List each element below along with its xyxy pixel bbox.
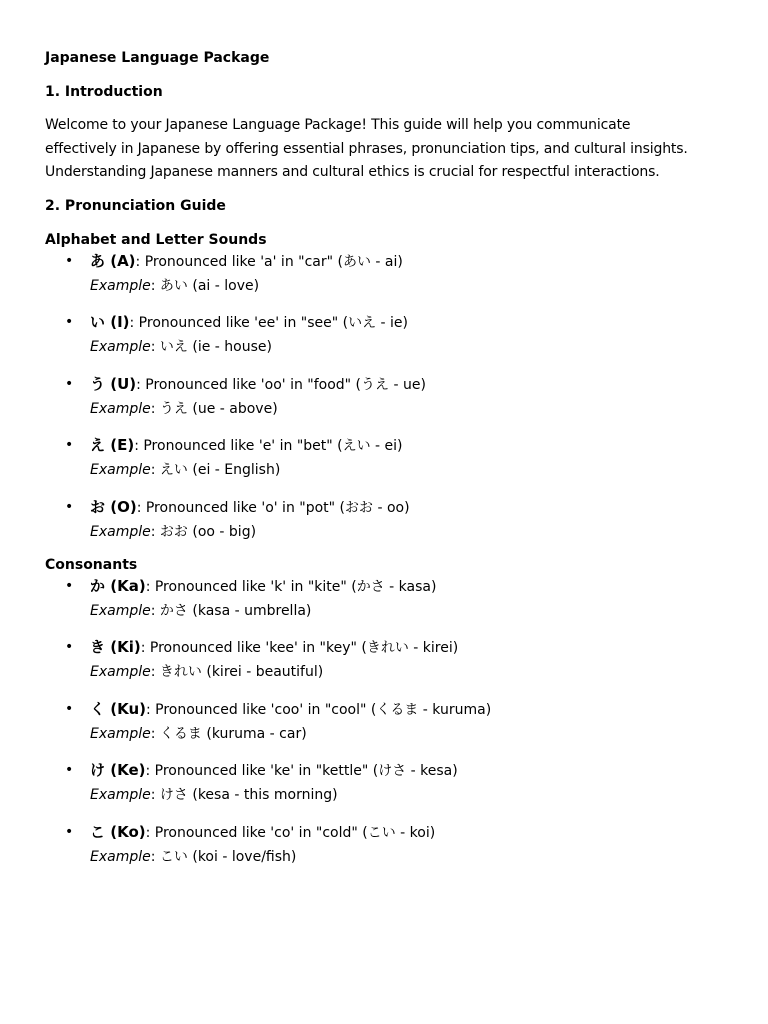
- bullet-icon: •: [65, 700, 74, 717]
- item-description-line: [90, 635, 728, 660]
- item-description-line: [90, 495, 728, 520]
- kana-label: い (I): [90, 313, 130, 331]
- list-item: [45, 372, 728, 421]
- example-text: : けさ (kesa - this morning): [150, 787, 338, 803]
- example-text: : おお (oo - big): [150, 523, 257, 540]
- pronunciation-text: : Pronounced like 'ke' in "kettle" (けさ - kesa): [145, 763, 458, 779]
- list-item: [45, 574, 728, 623]
- bullet-icon: •: [65, 437, 74, 453]
- example-label: Example: [90, 523, 151, 540]
- pronunciation-text: : Pronounced like 'coo' in "cool" (くるま - kuruma): [145, 701, 492, 718]
- item-description-line: [90, 310, 728, 335]
- item-example-line: [90, 599, 728, 623]
- example-label: Example: [90, 787, 151, 803]
- list-item: [45, 495, 728, 544]
- item-description-line: [90, 574, 728, 599]
- kana-label: く (Ku): [90, 699, 146, 718]
- example-text: : かさ (kasa - umbrella): [150, 602, 312, 619]
- consonants-list: [45, 574, 728, 869]
- item-description-line: [90, 433, 728, 458]
- item-example-line: [90, 783, 728, 807]
- example-text: : あい (ai - love): [150, 277, 260, 294]
- example-text: : こい (koi - love/fish): [150, 848, 297, 865]
- kana-label: う (U): [90, 374, 137, 393]
- item-description-line: [90, 372, 728, 397]
- bullet-icon: •: [65, 252, 74, 269]
- pronunciation-text: : Pronounced like 'kee' in "key" (きれい - kirei): [140, 640, 459, 656]
- item-example-line: [90, 660, 728, 684]
- example-label: Example: [90, 725, 151, 742]
- item-example-line: [90, 845, 728, 869]
- kana-label: き (Ki): [90, 638, 141, 656]
- kana-label: け (Ke): [90, 761, 146, 779]
- pronunciation-text: : Pronounced like 'a' in "car" (あい - ai): [135, 253, 403, 270]
- kana-label: こ (Ko): [90, 822, 146, 841]
- kana-label: か (Ka): [90, 576, 146, 595]
- bullet-icon: •: [65, 762, 74, 778]
- kana-label: お (O): [90, 497, 137, 516]
- example-label: Example: [90, 664, 151, 680]
- bullet-icon: •: [65, 375, 74, 392]
- item-description-line: [90, 249, 728, 274]
- introduction-paragraph: [45, 114, 728, 185]
- example-text: : くるま (kuruma - car): [150, 725, 307, 742]
- item-example-line: [90, 274, 728, 298]
- item-description-line: [90, 697, 728, 722]
- list-item: [45, 635, 728, 684]
- item-description-line: [90, 820, 728, 845]
- bullet-icon: •: [65, 577, 74, 594]
- example-text: : きれい (kirei - beautiful): [150, 664, 324, 680]
- kana-label: あ (A): [90, 251, 136, 270]
- pronunciation-text: : Pronounced like 'oo' in "food" (うえ - ue): [136, 376, 426, 393]
- list-item: [45, 249, 728, 298]
- example-label: Example: [90, 339, 151, 355]
- introduction-line: Understanding Japanese manners and cultural ethics is crucial for respectful interactions.: [45, 164, 660, 180]
- introduction-line: effectively in Japanese by offering essential phrases, pronunciation tips, and cultural insights.: [45, 140, 688, 157]
- bullet-icon: •: [65, 314, 74, 330]
- example-label: Example: [90, 400, 151, 417]
- alphabet-list: [45, 249, 728, 544]
- list-item: [45, 820, 728, 869]
- consonants-heading: Consonants: [45, 556, 138, 573]
- example-label: Example: [90, 277, 151, 294]
- item-example-line: [90, 335, 728, 359]
- list-item: [45, 758, 728, 807]
- list-item: [45, 433, 728, 482]
- pronunciation-heading: 2. Pronunciation Guide: [45, 197, 226, 214]
- document-title: Japanese Language Package: [45, 50, 270, 66]
- item-example-line: [90, 458, 728, 482]
- item-example-line: [90, 722, 728, 746]
- item-example-line: [90, 397, 728, 421]
- pronunciation-text: : Pronounced like 'o' in "pot" (おお - oo): [136, 499, 410, 516]
- example-text: : いえ (ie - house): [150, 339, 272, 355]
- alphabet-heading: Alphabet and Letter Sounds: [45, 231, 267, 248]
- pronunciation-text: : Pronounced like 'k' in "kite" (かさ - kasa): [145, 578, 437, 595]
- list-item: [45, 310, 728, 359]
- pronunciation-text: : Pronounced like 'e' in "bet" (えい - ei): [134, 438, 403, 454]
- introduction-line: Welcome to your Japanese Language Package! This guide will help you communicate: [45, 117, 631, 133]
- pronunciation-text: : Pronounced like 'ee' in "see" (いえ - ie): [129, 315, 408, 331]
- example-label: Example: [90, 848, 151, 865]
- example-text: : えい (ei - English): [150, 462, 281, 478]
- item-example-line: [90, 520, 728, 544]
- pronunciation-text: : Pronounced like 'co' in "cold" (こい - koi): [145, 824, 436, 841]
- list-item: [45, 697, 728, 746]
- example-text: : うえ (ue - above): [150, 400, 278, 417]
- bullet-icon: •: [65, 498, 74, 515]
- bullet-icon: •: [65, 823, 74, 840]
- example-label: Example: [90, 462, 151, 478]
- example-label: Example: [90, 602, 151, 619]
- item-description-line: [90, 758, 728, 783]
- bullet-icon: •: [65, 639, 74, 655]
- introduction-heading: 1. Introduction: [45, 84, 163, 100]
- kana-label: え (E): [90, 436, 135, 454]
